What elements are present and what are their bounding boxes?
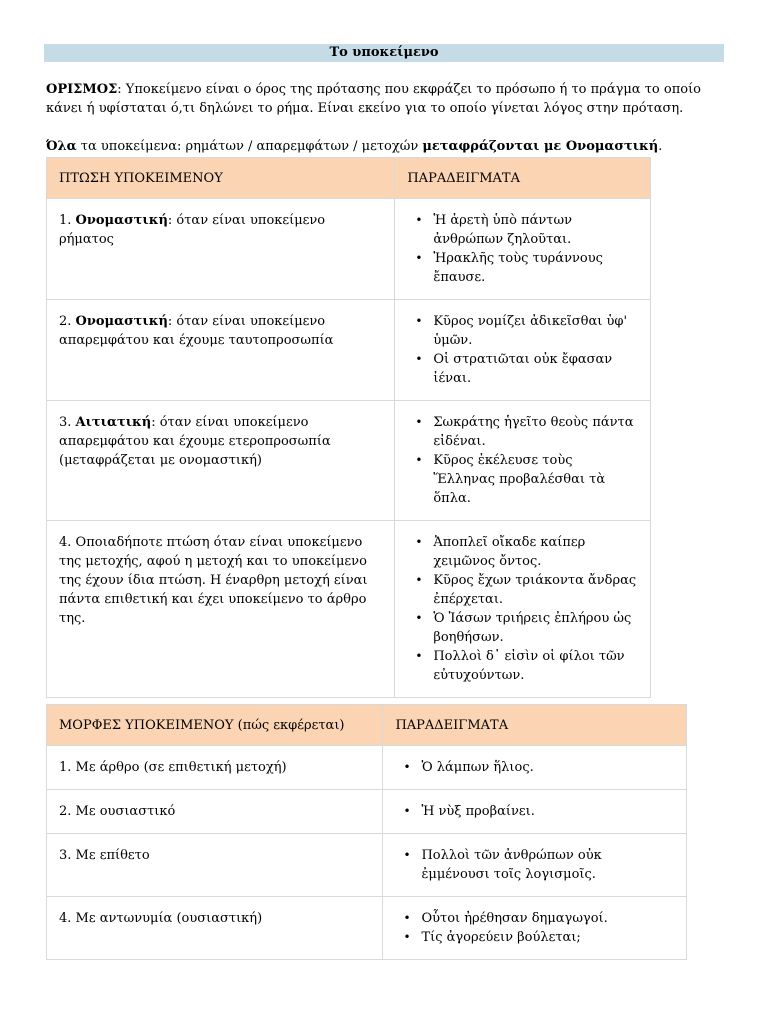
example-item: • Ἀποπλεῖ οἴκαδε καίπερ χειμῶνος ὄντος. (407, 533, 638, 571)
definition-label: ΟΡΙΣΜΟΣ (46, 82, 118, 97)
column-header: ΠΑΡΑΔΕΙΓΜΑΤΑ (395, 158, 651, 199)
table-row (47, 401, 651, 521)
case-description: 1. Ονομαστική: όταν είναι υποκείμενο ρήματος (47, 199, 395, 300)
page-title: Το υποκείμενο (44, 44, 724, 62)
note-bold-end: μεταφράζονται με Ονομαστική (422, 139, 659, 154)
example-item: • Ὁ Ἰάσων τριήρεις ἐπλήρου ὡς βοηθήσων. (407, 609, 638, 647)
example-item: • Ὁ λάμπων ἥλιος. (395, 758, 674, 777)
note-end: . (658, 139, 663, 154)
case-description: 4. Οποιαδήποτε πτώση όταν είναι υποκείμενο της μετοχής, αφού η μετοχή και το υποκείμενο της έχουν ίδια πτώση. Η έναρθρη μετοχή είναι πάντα επιθετική και έχει υποκείμενο το άρθρο της. (47, 521, 395, 698)
note-paragraph (46, 137, 736, 156)
table-row (47, 746, 687, 790)
example-item: • Οὗτοι ἠρέθησαν δημαγωγοί. (395, 909, 674, 928)
example-item: • Πολλοὶ τῶν ἀνθρώπων οὐκ ἐμμένουσι τοῖς λογισμοῖς. (395, 846, 674, 884)
table-row (47, 790, 687, 834)
case-table (46, 157, 651, 698)
example-item: • Ἡ ἀρετὴ ὑπὸ πάντων ἀνθρώπων ζηλοῦται. (407, 211, 638, 249)
table-row (47, 300, 651, 401)
example-item: • Κῦρος νομίζει ἀδικεῖσθαι ὑφ' ὑμῶν. (407, 312, 638, 350)
table-header-row (47, 158, 651, 199)
examples-cell (383, 746, 687, 790)
examples-cell (395, 401, 651, 521)
examples-cell (395, 300, 651, 401)
case-description: 3. Αιτιατική: όταν είναι υποκείμενο απαρεμφάτου και έχουμε ετεροπροσωπία (μεταφράζεται με ονομαστική) (47, 401, 395, 521)
examples-cell (383, 897, 687, 960)
example-item: • Οἱ στρατιῶται οὐκ ἔφασαν ἰέναι. (407, 350, 638, 388)
table-row (47, 199, 651, 300)
case-description: 2. Ονομαστική: όταν είναι υποκείμενο απαρεμφάτου και έχουμε ταυτοπροσωπία (47, 300, 395, 401)
example-item: • Σωκράτης ἡγεῖτο θεοὺς πάντα εἰδέναι. (407, 413, 638, 451)
example-item: • Ἡρακλῆς τοὺς τυράννους ἔπαυσε. (407, 249, 638, 287)
example-item: • Πολλοὶ δ᾽ εἰσὶν οἱ φίλοι τῶν εὐτυχούντων. (407, 647, 638, 685)
table-row (47, 834, 687, 897)
example-item: • Τίς ἀγορεύειν βούλεται; (395, 928, 674, 947)
examples-cell (395, 199, 651, 300)
table-header-row (47, 705, 687, 746)
examples-cell (383, 834, 687, 897)
column-header: ΜΟΡΦΕΣ ΥΠΟΚΕΙΜΕΝΟΥ (πώς εκφέρεται) (47, 705, 383, 746)
examples-cell (395, 521, 651, 698)
definition-text: : Υποκείμενο είναι ο όρος της πρότασης που εκφράζει το πρόσωπο ή το πράγμα το οποίο κάνει ή υφίσταται ό,τι δηλώνει το ρήμα. Είναι εκείνο για το οποίο γίνεται λόγος στην πρόταση. (46, 82, 701, 116)
forms-table (46, 704, 687, 960)
example-item: • Κῦρος ἐκέλευσε τοὺς Ἕλληνας προβαλέσθαι τὰ ὅπλα. (407, 451, 638, 508)
note-middle: τα υποκείμενα: ρημάτων / απαρεμφάτων / μετοχών (76, 139, 423, 154)
form-description: 3. Με επίθετο (47, 834, 383, 897)
table-row (47, 897, 687, 960)
note-bold-start: Όλα (46, 139, 77, 154)
form-description: 4. Με αντωνυμία (ουσιαστική) (47, 897, 383, 960)
form-description: 1. Με άρθρο (σε επιθετική μετοχή) (47, 746, 383, 790)
examples-cell (383, 790, 687, 834)
definition-paragraph (46, 80, 736, 118)
column-header: ΠΑΡΑΔΕΙΓΜΑΤΑ (383, 705, 687, 746)
example-item: • Κῦρος ἔχων τριάκοντα ἄνδρας ἐπέρχεται. (407, 571, 638, 609)
form-description: 2. Με ουσιαστικό (47, 790, 383, 834)
column-header: ΠΤΩΣΗ ΥΠΟΚΕΙΜΕΝΟΥ (47, 158, 395, 199)
example-item: • Ἡ νὺξ προβαίνει. (395, 802, 674, 821)
table-row (47, 521, 651, 698)
